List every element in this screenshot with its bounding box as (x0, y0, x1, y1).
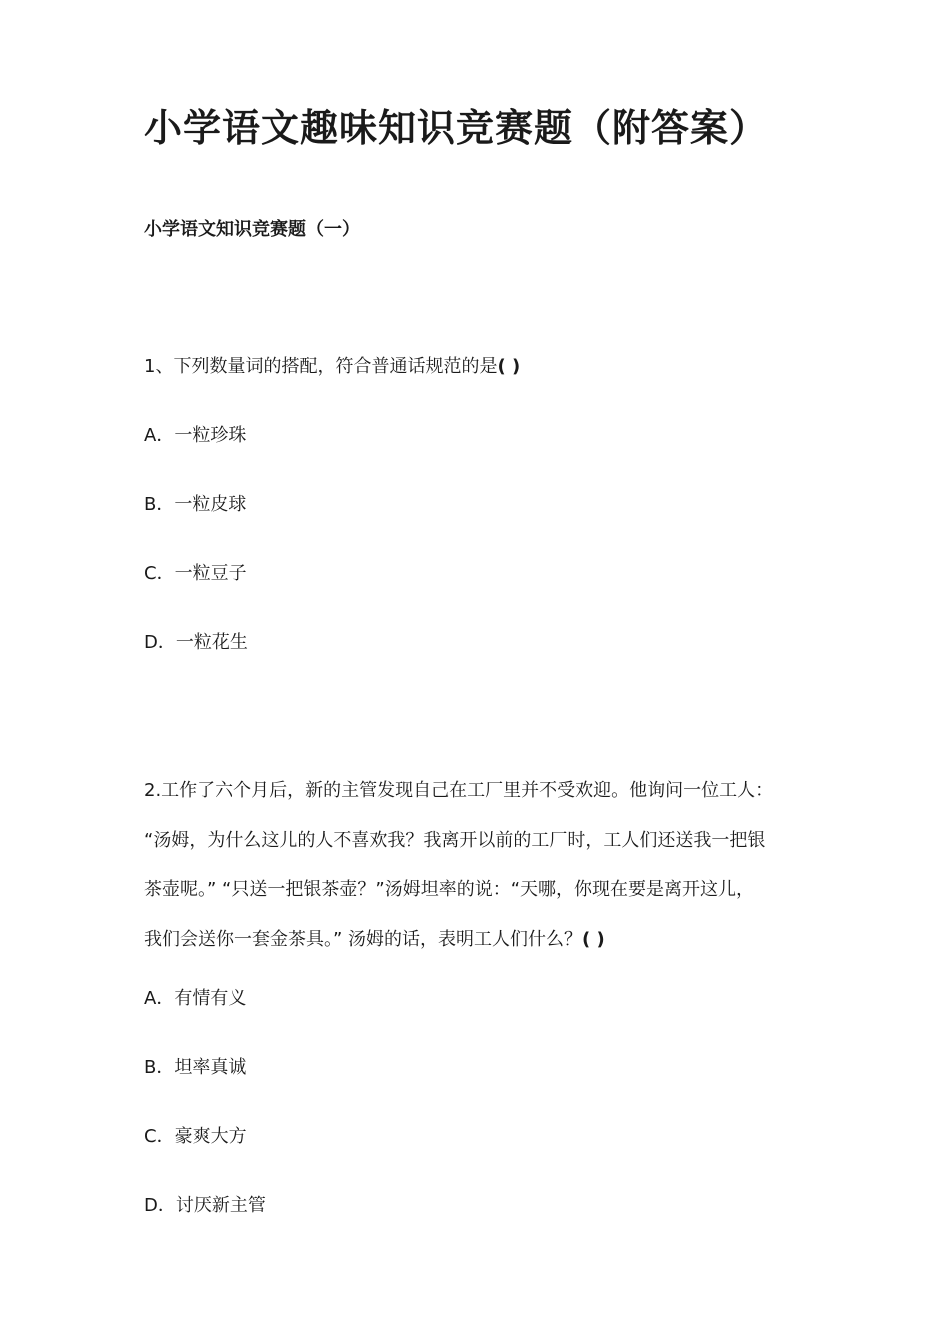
question-2-stem (144, 766, 816, 964)
question-2-option-c: C．豪爽大方 (144, 1126, 247, 1147)
section-subtitle: 小学语文知识竞赛题（一） (144, 219, 360, 240)
document-title: 小学语文趣味知识竞赛题（附答案） (144, 106, 769, 150)
question-1-text: 1、下列数量词的搭配，符合普通话规范的是 (144, 356, 498, 377)
question-2-line-1: 2.工作了六个月后，新的主管发现自己在工厂里并不受欢迎。他询问一位工人： (144, 780, 774, 801)
question-1-option-d: D．一粒花生 (144, 632, 248, 653)
question-2-line-2: “汤姆，为什么这儿的人不喜欢我？我离开以前的工厂时，工人们还送我一把银 (144, 829, 766, 851)
question-2-option-a: A．有情有义 (144, 988, 247, 1009)
question-2-option-b: B．坦率真诚 (144, 1057, 247, 1078)
question-2-line-4-text: 我们会送你一套金茶具。” 汤姆的话，表明工人们什么？ (144, 928, 583, 950)
question-1-option-c: C．一粒豆子 (144, 563, 247, 584)
question-2-option-d: D．讨厌新主管 (144, 1195, 266, 1216)
question-2-line-3: 茶壶呢。” “只送一把银茶壶？”汤姆坦率的说：“天哪，你现在要是离开这儿， (144, 879, 755, 900)
question-1-option-a: A．一粒珍珠 (144, 425, 247, 446)
question-1-stem (144, 353, 520, 381)
question-1-option-b: B．一粒皮球 (144, 494, 247, 515)
question-2-paren: ( ) (582, 928, 605, 950)
question-1-paren: ( ) (497, 356, 521, 377)
question-2-line-4 (144, 915, 816, 965)
